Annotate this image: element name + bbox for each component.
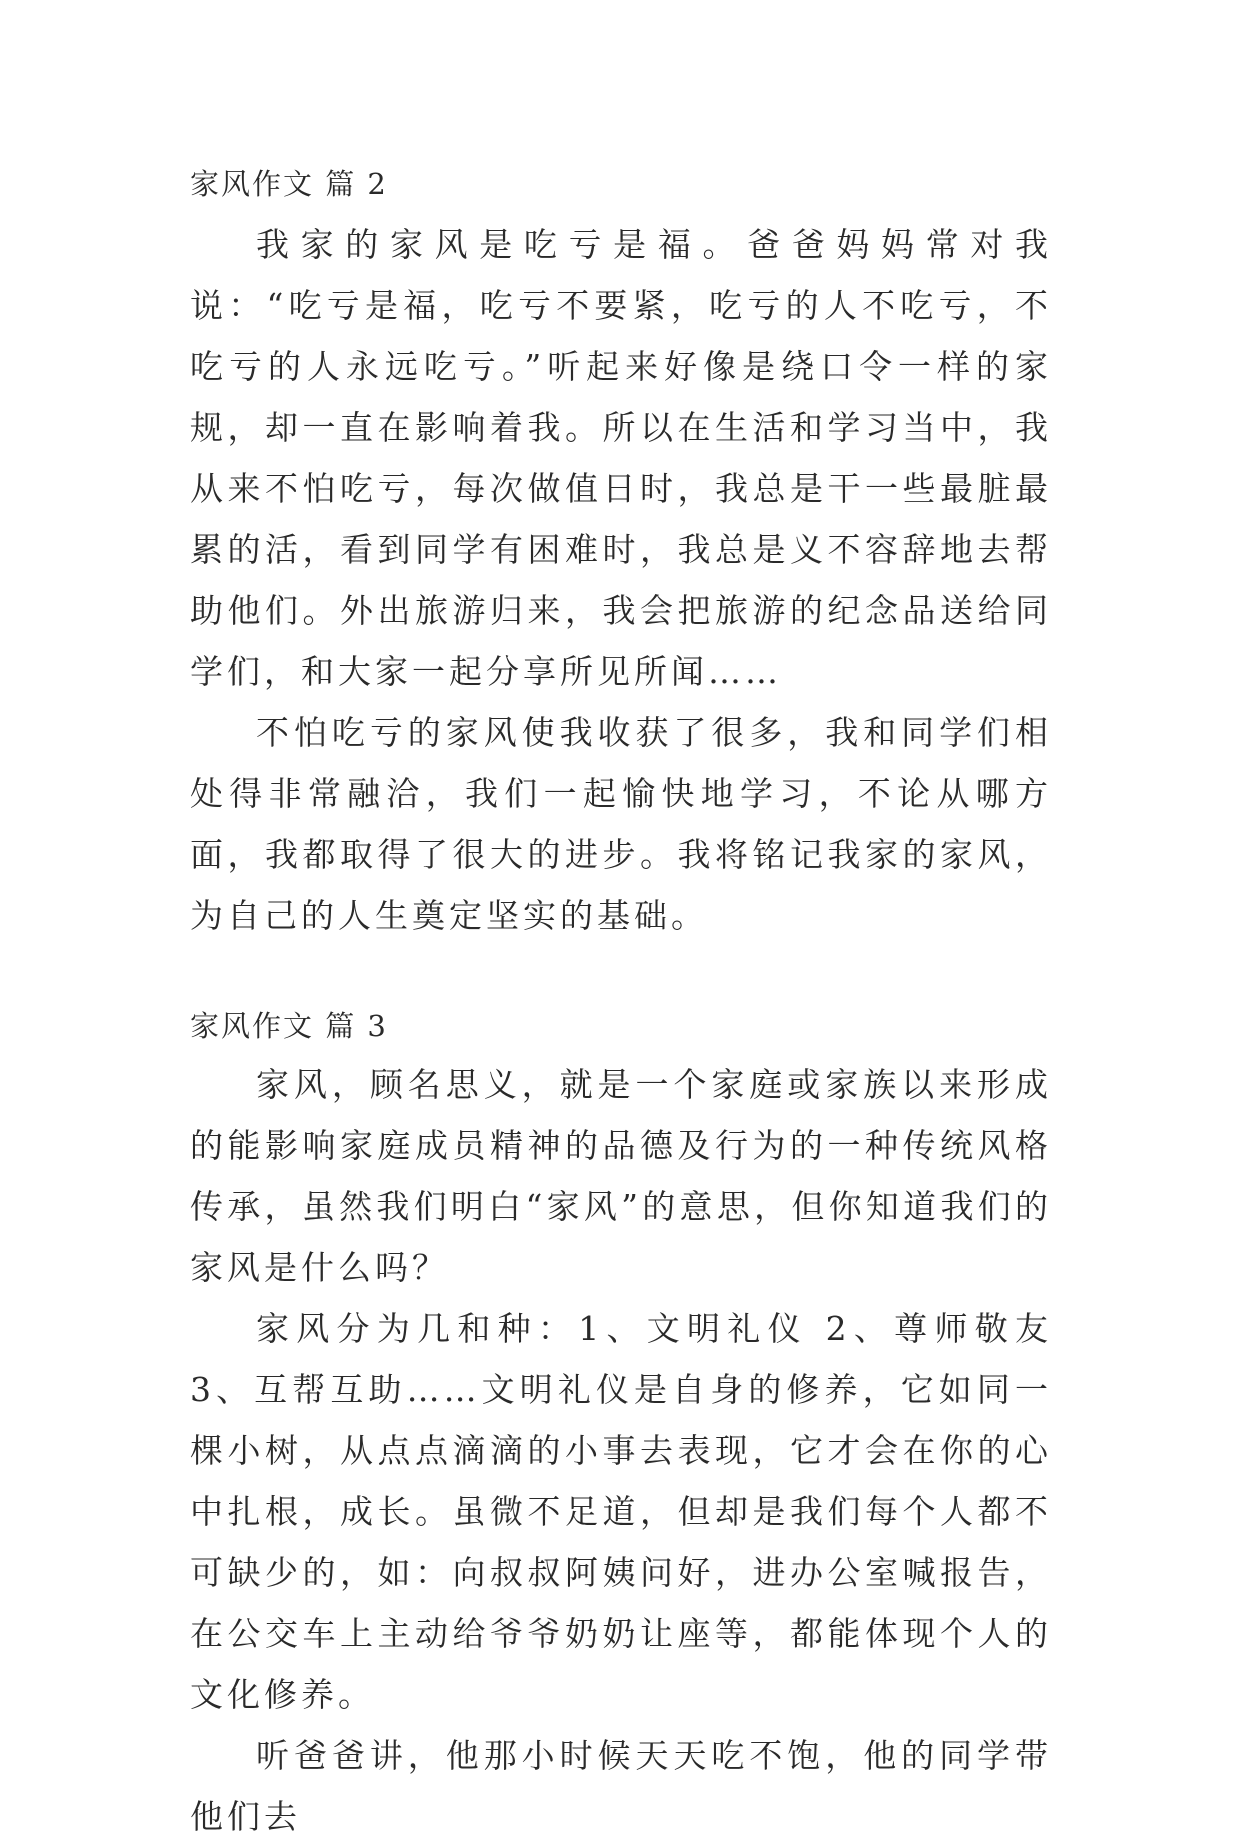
document-body (190, 164, 1052, 1847)
section-title: 家风作文 篇 2 (190, 167, 388, 201)
paragraph: 听爸爸讲，他那小时候天天吃不饱，他的同学带他们去 (190, 1736, 1052, 1836)
paragraph: 不怕吃亏的家风使我收获了很多，我和同学们相处得非常融洽，我们一起愉快地学习，不论从哪方面，我都取得了很大的进步。我将铭记我家的家风，为自己的人生奠定坚实的基础。 (190, 713, 1052, 935)
paragraph: 家风分为几和种：1、文明礼仪 2、尊师敬友 3、互帮互助……文明礼仪是自身的修养，它如同一棵小树，从点点滴滴的小事去表现，它才会在你的心中扎根，成长。虽微不足道，但却是我们每个人都不可缺少的，如：向叔叔阿姨问好，进办公室喊报告，在公交车上主动给爷爷奶奶让座等，都能体现个人的文化修养。 (190, 1309, 1052, 1714)
essay-section-3 (190, 1006, 1052, 1847)
essay-section-2 (190, 164, 1052, 946)
section-title: 家风作文 篇 3 (190, 1009, 388, 1043)
paragraph: 家风，顾名思义，就是一个家庭或家族以来形成的能影响家庭成员精神的品德及行为的一种传统风格传承，虽然我们明白“家风”的意思，但你知道我们的家风是什么吗？ (190, 1065, 1052, 1287)
paragraph: 我家的家风是吃亏是福。爸爸妈妈常对我说：“吃亏是福，吃亏不要紧，吃亏的人不吃亏，不吃亏的人永远吃亏。”听起来好像是绕口令一样的家规，却一直在影响着我。所以在生活和学习当中，我从来不怕吃亏，每次做值日时，我总是干一些最脏最累的活，看到同学有困难时，我总是义不容辞地去帮助他们。外出旅游归来，我会把旅游的纪念品送给同学们，和大家一起分享所见所闻…… (190, 225, 1052, 691)
